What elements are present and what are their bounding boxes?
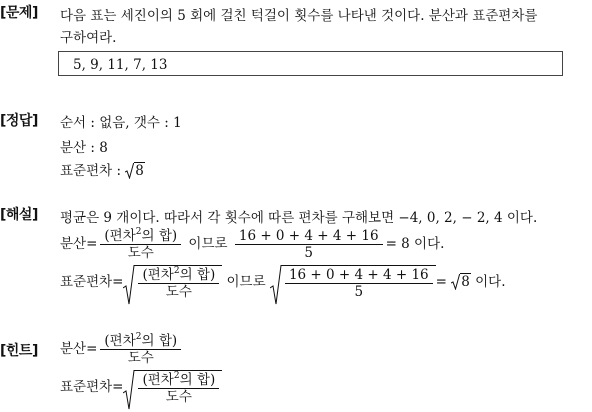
- hint-variance-formula: [60, 333, 184, 366]
- sd-sqrt-fraction: $\frac{(편차^2의 합)}{\text{도수}}$: [123, 265, 222, 300]
- data-box: [58, 51, 563, 76]
- sd-formula-label: 표준편차=: [60, 274, 124, 290]
- sd-formula: 표준편차= $\frac{(편차^2의 합)}{\text{도수}}$ 이므로 $\frac{16 + 0 + 4 + 4 + 16}{5}$ = 8 이다.: [60, 265, 506, 300]
- sd-result-sqrt: 8: [451, 274, 471, 290]
- hint-tag: [힌트]: [0, 343, 38, 359]
- hint-variance-label: 분산=: [60, 341, 98, 357]
- sum-fraction: $\frac{16 + 0 + 4 + 4 + 16}{5}$: [235, 228, 383, 261]
- variance-formula: 분산= $\frac{(편차^2의 합)}{\text{도수}}$ 이므로 $\frac{16 + 0 + 4 + 4 + 16}{5}$ = 8 이다.: [60, 227, 445, 261]
- problem-text-line2: 구하여라.: [60, 30, 117, 46]
- hint-variance-fraction: $\frac{(편차^2의 합)}{\text{도수}}$: [100, 333, 181, 366]
- problem-tag: [문제]: [0, 5, 38, 21]
- problem-text-line1: 다음 표는 세진이의 5 회에 걸친 턱걸이 횟수를 나타낸 것이다. 분산과 표준편차를: [60, 8, 538, 24]
- answer-line3: [60, 159, 145, 179]
- sd-label: 표준편차 :: [60, 163, 126, 179]
- answer-tag: [정답]: [0, 113, 38, 129]
- hint-sd-label: 표준편차=: [60, 379, 124, 395]
- answer-line2: 분산 : 8: [60, 140, 108, 156]
- sd-sqrt-sum: $\frac{16 + 0 + 4 + 4 + 16}{5}$: [270, 265, 436, 300]
- variance-label: 분산=: [60, 236, 98, 252]
- answer-line1: 순서 : 없음, 갯수 : 1: [60, 115, 182, 131]
- explanation-tag: [해설]: [0, 207, 38, 223]
- hint-sd-sqrt: $\frac{(편차^2의 합)}{\text{도수}}$: [123, 370, 222, 405]
- variance-fraction: $\frac{(편차^2의 합)}{\text{도수}}$: [100, 228, 181, 261]
- sqrt-8: 8: [125, 163, 145, 179]
- explanation-line1: 평균은 9 개이다. 따라서 각 횟수에 따른 편차를 구해보면 −4, 0, 2, − 2, 4 이다.: [60, 210, 538, 226]
- hint-sd-formula: [60, 370, 222, 405]
- data-values: 5, 9, 11, 7, 13: [73, 57, 168, 73]
